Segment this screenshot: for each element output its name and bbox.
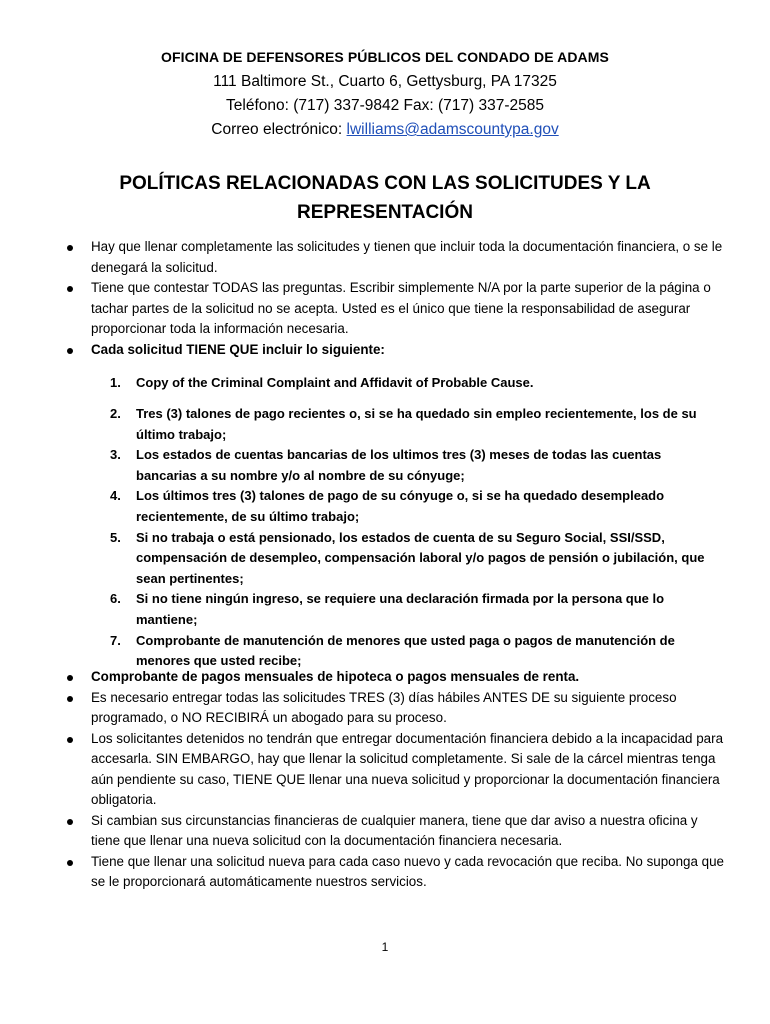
item-number: 1. <box>110 375 121 390</box>
office-phone-fax: Teléfono: (717) 337-9842 Fax: (717) 337-2585 <box>226 97 544 114</box>
email-label: Correo electrónico: <box>211 121 347 138</box>
list-item <box>64 811 724 852</box>
bullet-icon <box>67 819 73 825</box>
bullet-text: Tiene que llenar una solicitud nueva para cada caso nuevo y cada revocación que reciba. No suponga que se le proporcionará automáticamente nuestros servicios. <box>91 853 725 889</box>
required-documents-first <box>110 373 724 394</box>
page-number: 1 <box>381 940 389 954</box>
item-text: Los estados de cuentas bancarias de los ultimos tres (3) meses de todas las cuentas bancarias a su nombre y/o al nombre de su cónyuge; <box>136 447 662 483</box>
item-text: Tres (3) talones de pago recientes o, si se ha quedado sin empleo recientemente, los de su último trabajo; <box>136 406 697 442</box>
list-item <box>64 667 724 688</box>
item-text: Comprobante de manutención de menores que usted paga o pagos de manutención de menores que usted recibe; <box>136 632 675 669</box>
list-item <box>64 688 724 729</box>
item-number: 3. <box>110 447 121 463</box>
numbered-item <box>110 631 724 672</box>
list-item <box>64 340 724 361</box>
list-item <box>64 729 724 811</box>
item-text: Copy of the Criminal Complaint and Affidavit of Probable Cause. <box>136 375 534 390</box>
office-name: OFICINA DE DEFENSORES PÚBLICOS DEL CONDADO DE ADAMS <box>161 49 609 65</box>
bullet-text: Si cambian sus circunstancias financieras de cualquier manera, tiene que dar aviso a nuestra oficina y tiene que llenar una nueva solicitud con la documentación financiera necesaria. <box>91 812 698 848</box>
policy-bullets-bottom <box>64 667 724 893</box>
numbered-item <box>110 528 724 590</box>
bullet-text: Comprobante de pagos mensuales de hipoteca o pagos mensuales de renta. <box>91 669 580 684</box>
office-address: 111 Baltimore St., Cuarto 6, Gettysburg, PA 17325 <box>213 73 557 90</box>
list-item <box>64 278 724 340</box>
item-number: 2. <box>110 406 121 421</box>
numbered-item <box>110 373 724 394</box>
bullet-icon <box>67 860 73 866</box>
item-text: Si no trabaja o está pensionado, los estados de cuenta de su Seguro Social, SSI/SSD, compensación de desempleo, compensación laboral y/o pagos de pensión o jubilación, que sean pertinentes; <box>136 529 705 586</box>
document-title-line-2: REPRESENTACIÓN <box>297 202 473 223</box>
bullet-text: Es necesario entregar todas las solicitudes TRES (3) días hábiles ANTES DE su siguiente proceso programado, o NO RECIBIRÁ un abogado para su proceso. <box>91 689 677 725</box>
numbered-item <box>110 589 724 630</box>
bullet-icon <box>67 737 73 743</box>
bullet-icon <box>67 696 73 702</box>
bullet-icon <box>67 675 73 681</box>
email-link[interactable]: lwilliams@adamscountypa.gov <box>346 121 559 138</box>
bullet-icon <box>67 286 73 292</box>
bullet-text: Hay que llenar completamente las solicitudes y tienen que incluir toda la documentación financiera, o se le denegará la solicitud. <box>91 239 723 275</box>
item-number: 7. <box>110 632 121 648</box>
document-title-line-1: POLÍTICAS RELACIONADAS CON LAS SOLICITUDES Y LA <box>119 173 651 194</box>
bullet-text: Cada solicitud TIENE QUE incluir lo siguiente: <box>91 341 385 357</box>
bullet-icon <box>67 245 73 251</box>
list-item <box>64 852 724 893</box>
list-item <box>64 237 724 278</box>
numbered-item <box>110 404 724 445</box>
bullet-text: Tiene que contestar TODAS las preguntas. Escribir simplemente N/A por la parte superior de la página o tachar partes de la solicitud no se acepta. Usted es el único que tiene la responsabilidad de asegurar proporcionar toda la información necesaria. <box>91 280 711 336</box>
required-documents-list <box>110 404 724 672</box>
bullet-text: Los solicitantes detenidos no tendrán que entregar documentación financiera debido a la incapacidad para accesarla. SIN EMBARGO, hay que llenar la solicitud completamente. Si sale de la cárcel mientras tenga aún pendiente su caso, TIENE QUE llenar una nueva solicitud y proporcionar la documentación financiera obligatoria. <box>91 730 724 807</box>
item-number: 4. <box>110 488 121 504</box>
item-number: 5. <box>110 529 121 545</box>
numbered-item <box>110 445 724 486</box>
item-text: Si no tiene ningún ingreso, se requiere una declaración firmada por la persona que lo mantiene; <box>136 591 665 627</box>
bullet-icon <box>67 348 73 354</box>
item-text: Los últimos tres (3) talones de pago de su cónyuge o, si se ha quedado desempleado recientemente, de su último trabajo; <box>136 488 665 524</box>
office-email-line <box>0 121 770 139</box>
numbered-item <box>110 486 724 527</box>
item-number: 6. <box>110 591 121 607</box>
policy-bullets-top <box>64 237 724 360</box>
